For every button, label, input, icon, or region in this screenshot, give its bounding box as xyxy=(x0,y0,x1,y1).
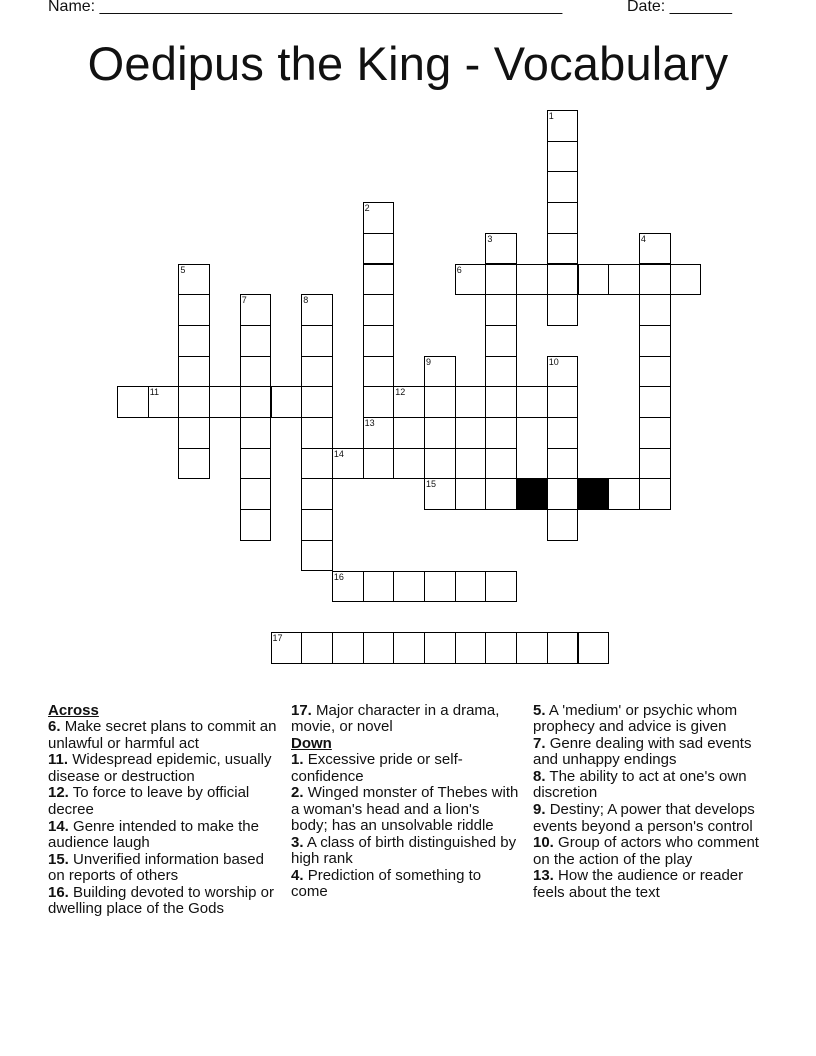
grid-cell[interactable] xyxy=(516,264,548,296)
clue-down-5 xyxy=(533,703,763,736)
clue-text: Building devoted to worship or dwelling place of the Gods xyxy=(48,883,274,918)
grid-cell[interactable] xyxy=(393,632,425,664)
grid-cell[interactable] xyxy=(424,448,456,480)
grid-cell[interactable] xyxy=(639,386,671,418)
clue-number: 10. xyxy=(533,834,554,852)
grid-cell[interactable] xyxy=(393,448,425,480)
grid-cell[interactable] xyxy=(485,632,517,664)
clue-down-7 xyxy=(533,736,763,769)
clue-text: Group of actors who comment on the action of the play xyxy=(533,834,759,868)
clue-down-3 xyxy=(291,835,519,868)
grid-cell[interactable] xyxy=(578,632,610,664)
grid-cell[interactable] xyxy=(363,264,395,296)
clue-down-9 xyxy=(533,802,763,835)
across-heading: Across xyxy=(48,702,99,719)
grid-cell[interactable] xyxy=(363,448,395,480)
clue-text: Genre intended to make the audience laugh xyxy=(48,817,259,851)
grid-cell[interactable] xyxy=(639,417,671,449)
clue-number-label: 6 xyxy=(456,264,462,275)
clue-number: 1. xyxy=(291,751,304,769)
grid-cell[interactable] xyxy=(455,417,487,449)
grid-cell[interactable] xyxy=(209,386,241,418)
grid-cell[interactable] xyxy=(178,294,210,326)
grid-cell[interactable] xyxy=(547,632,579,664)
grid-cell[interactable] xyxy=(639,294,671,326)
clue-text: Major character in a drama, movie, or novel xyxy=(291,702,500,736)
clue-number-label: 12 xyxy=(395,387,406,398)
grid-cell[interactable] xyxy=(393,417,425,449)
clue-number: 17. xyxy=(291,702,312,719)
grid-cell[interactable] xyxy=(670,264,702,296)
grid-cell[interactable] xyxy=(547,478,579,510)
grid-cell[interactable] xyxy=(301,632,333,664)
grid-cell[interactable] xyxy=(178,356,210,388)
clues-column-2 xyxy=(291,703,519,901)
grid-cell[interactable] xyxy=(547,233,579,265)
grid-cell[interactable] xyxy=(639,325,671,357)
grid-cell[interactable] xyxy=(240,356,272,388)
clue-across-17 xyxy=(291,703,519,736)
grid-cell[interactable] xyxy=(424,571,456,603)
grid-cell[interactable] xyxy=(608,478,640,510)
grid-block xyxy=(578,478,610,510)
clue-number-label: 14 xyxy=(333,448,344,459)
clue-across-6 xyxy=(48,719,280,752)
grid-cell[interactable] xyxy=(485,478,517,510)
grid-cell[interactable] xyxy=(485,325,517,357)
grid-cell[interactable] xyxy=(547,202,579,234)
grid-cell[interactable] xyxy=(117,386,149,418)
clue-number-label: 10 xyxy=(548,356,559,367)
grid-cell[interactable] xyxy=(547,294,579,326)
grid-cell[interactable] xyxy=(332,632,364,664)
clue-text: Destiny; A power that develops events beyond a person's control xyxy=(533,801,755,835)
clue-across-11 xyxy=(48,752,280,785)
grid-cell[interactable] xyxy=(547,264,579,296)
clue-down-8 xyxy=(533,769,763,802)
grid-cell[interactable] xyxy=(301,478,333,510)
grid-cell[interactable] xyxy=(363,571,395,603)
grid-cell[interactable] xyxy=(639,448,671,480)
grid-cell[interactable] xyxy=(485,386,517,418)
clue-across-14 xyxy=(48,819,280,852)
clue-down-1 xyxy=(291,752,519,785)
page-title: Oedipus the King - Vocabulary xyxy=(87,37,729,90)
grid-cell[interactable] xyxy=(301,509,333,541)
grid-cell[interactable] xyxy=(547,171,579,203)
clue-number-label: 3 xyxy=(487,233,493,244)
clue-number-label: 4 xyxy=(640,233,646,244)
clue-text: Winged monster of Thebes with a woman's head and a lion's body; has an unsolvable riddle xyxy=(291,784,519,835)
grid-cell[interactable] xyxy=(363,386,395,418)
grid-cell[interactable] xyxy=(485,448,517,480)
grid-cell[interactable] xyxy=(301,325,333,357)
clue-number-label: 5 xyxy=(180,264,186,275)
grid-cell[interactable] xyxy=(240,325,272,357)
clue-number: 5. xyxy=(533,702,546,719)
grid-cell[interactable] xyxy=(301,386,333,418)
grid-cell[interactable] xyxy=(455,448,487,480)
grid-cell[interactable] xyxy=(178,448,210,480)
grid-cell[interactable] xyxy=(485,264,517,296)
clue-down-4 xyxy=(291,868,519,901)
grid-cell[interactable] xyxy=(424,386,456,418)
grid-cell[interactable] xyxy=(424,632,456,664)
grid-cell[interactable] xyxy=(363,356,395,388)
clue-number-label: 7 xyxy=(241,295,247,306)
grid-block xyxy=(516,478,548,510)
clues-column-1 xyxy=(48,703,280,918)
grid-cell[interactable] xyxy=(485,571,517,603)
clue-number: 13. xyxy=(533,867,554,885)
grid-cell[interactable] xyxy=(547,141,579,173)
clue-number: 9. xyxy=(533,801,546,819)
grid-cell[interactable] xyxy=(178,417,210,449)
date-field-label: Date: _______ xyxy=(627,0,732,15)
grid-cell[interactable] xyxy=(363,325,395,357)
grid-cell[interactable] xyxy=(424,417,456,449)
grid-cell[interactable] xyxy=(516,632,548,664)
grid-cell[interactable] xyxy=(516,386,548,418)
grid-cell[interactable] xyxy=(485,417,517,449)
clue-number: 14. xyxy=(48,817,69,835)
grid-cell[interactable] xyxy=(393,571,425,603)
clue-text: Genre dealing with sad events and unhappy endings xyxy=(533,735,752,769)
clue-number-label: 16 xyxy=(333,571,344,582)
clue-number: 6. xyxy=(48,718,61,736)
clue-number-label: 1 xyxy=(548,111,554,121)
grid-cell[interactable] xyxy=(455,478,487,510)
clue-number-label: 9 xyxy=(426,356,432,367)
clue-text: Prediction of something to come xyxy=(291,866,482,901)
grid-cell[interactable] xyxy=(240,386,272,418)
grid-cell[interactable] xyxy=(608,264,640,296)
clue-text: A class of birth distinguished by high rank xyxy=(291,833,517,868)
grid-cell[interactable] xyxy=(363,233,395,265)
grid-cell[interactable] xyxy=(455,571,487,603)
grid-cell[interactable] xyxy=(639,356,671,388)
grid-cell[interactable] xyxy=(240,478,272,510)
clue-number-label: 17 xyxy=(272,632,283,643)
clue-down-10 xyxy=(533,835,763,868)
grid-cell[interactable] xyxy=(547,417,579,449)
clue-number-label: 2 xyxy=(364,203,370,214)
grid-cell[interactable] xyxy=(240,417,272,449)
grid-cell[interactable] xyxy=(178,386,210,418)
clue-number: 4. xyxy=(291,866,304,884)
clue-text: Excessive pride or self-confidence xyxy=(291,751,463,785)
grid-cell[interactable] xyxy=(485,294,517,326)
clue-text: To force to leave by official decree xyxy=(48,784,250,818)
grid-cell[interactable] xyxy=(485,356,517,388)
grid-cell[interactable] xyxy=(547,386,579,418)
grid-cell[interactable] xyxy=(301,356,333,388)
grid-cell[interactable] xyxy=(547,448,579,480)
clue-across-12 xyxy=(48,785,280,818)
clue-number: 16. xyxy=(48,883,69,901)
clue-text: A 'medium' or psychic whom prophecy and advice is given xyxy=(533,702,738,736)
grid-cell[interactable] xyxy=(639,264,671,296)
clues-column-3 xyxy=(533,703,763,902)
grid-cell[interactable] xyxy=(639,478,671,510)
clue-down-2 xyxy=(291,785,519,834)
name-field-label: Name: ____________________________________________________ xyxy=(48,0,563,15)
clue-text: Unverified information based on reports of others xyxy=(48,850,264,884)
grid-cell[interactable] xyxy=(240,509,272,541)
clue-text: How the audience or reader feels about the text xyxy=(533,867,744,901)
grid-cell[interactable] xyxy=(271,386,303,418)
clue-text: Widespread epidemic, usually disease or destruction xyxy=(48,751,272,785)
grid-cell[interactable] xyxy=(301,540,333,572)
grid-cell[interactable] xyxy=(178,325,210,357)
grid-cell[interactable] xyxy=(301,417,333,449)
grid-cell[interactable] xyxy=(455,632,487,664)
grid-cell[interactable] xyxy=(455,386,487,418)
clue-number-label: 15 xyxy=(426,479,437,490)
down-heading: Down xyxy=(291,735,332,753)
clue-number-label: 13 xyxy=(364,418,375,428)
clue-number-label: 8 xyxy=(303,295,309,306)
clue-text: The ability to act at one's own discretion xyxy=(533,768,747,802)
clue-number: 8. xyxy=(533,768,546,786)
grid-cell[interactable] xyxy=(301,448,333,480)
clue-across-16 xyxy=(48,885,280,918)
grid-cell[interactable] xyxy=(363,632,395,664)
clue-number: 2. xyxy=(291,784,304,802)
clue-number-label: 11 xyxy=(149,387,160,398)
clue-text: Make secret plans to commit an unlawful or harmful act xyxy=(48,718,277,752)
grid-cell[interactable] xyxy=(363,294,395,326)
clue-down-13 xyxy=(533,868,763,901)
grid-cell[interactable] xyxy=(240,448,272,480)
clue-number: 11. xyxy=(48,751,69,769)
clue-number: 3. xyxy=(291,833,304,851)
grid-cell[interactable] xyxy=(578,264,610,296)
grid-cell[interactable] xyxy=(547,509,579,541)
clue-number: 7. xyxy=(533,735,546,753)
clue-across-15 xyxy=(48,852,280,885)
clue-number: 15. xyxy=(48,850,69,868)
clue-number: 12. xyxy=(48,784,69,802)
